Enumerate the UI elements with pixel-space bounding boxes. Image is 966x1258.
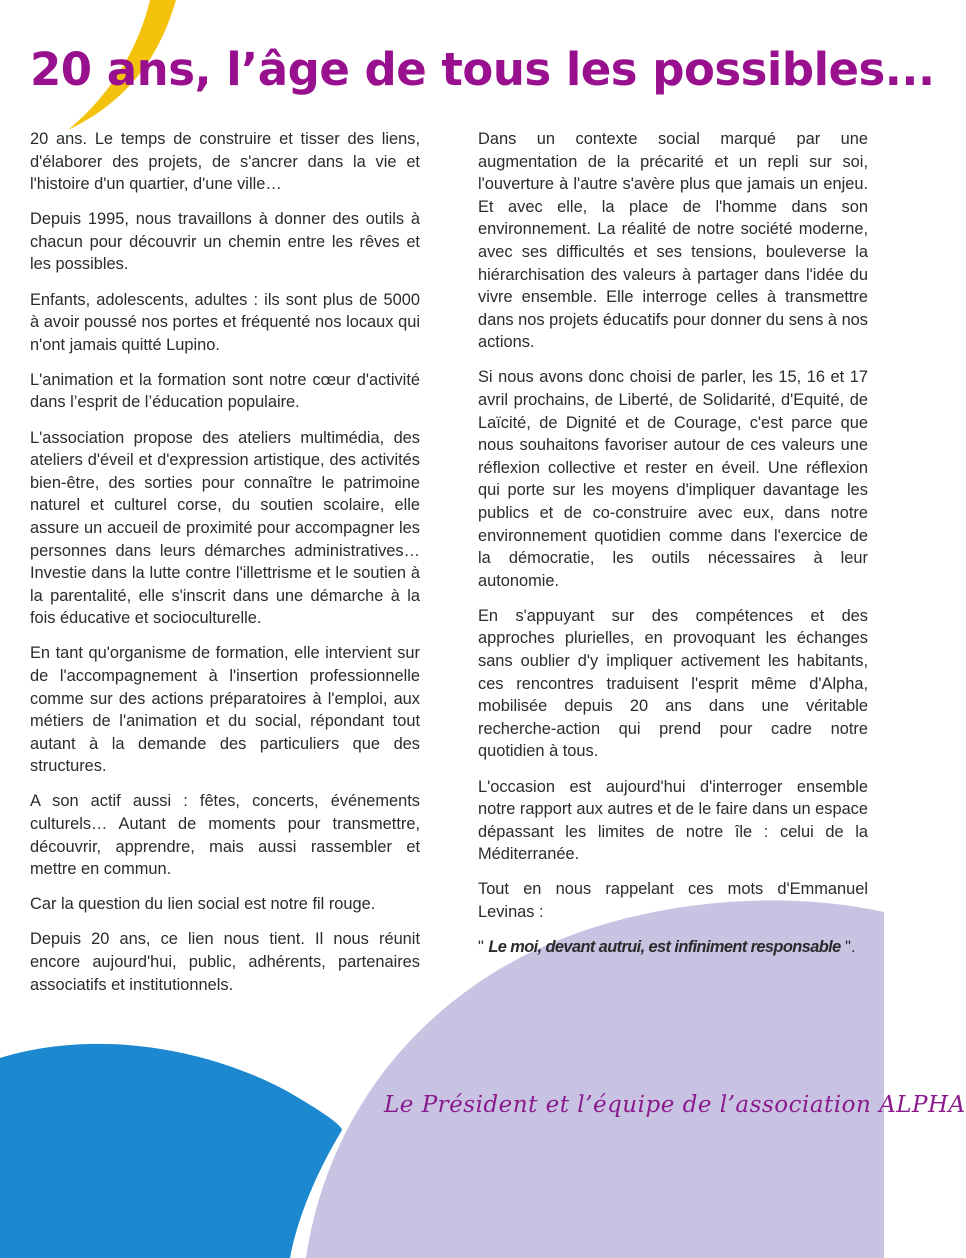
paragraph: En s'appuyant sur des compétences et des approches plurielles, en provoquant les échanges sans oublier d'y impliquer activement les habitants, ces rencontres traduisent l'esprit même d'Alpha, mobilisée depuis 20 ans dans une véritable recherche-action qui prend pour cadre notre quotidien à tous. [478,606,868,761]
blue-circle-shape [0,1044,342,1258]
paragraph: En tant qu'organisme de formation, elle intervient sur de l'accompagnement à l'insertion professionnelle comme sur des actions préparatoires à l'emploi, aux métiers de l'animation et du social, répondant tout autant à la demande des particuliers que des structures. [30,644,420,776]
quote-open-mark: " [478,938,489,957]
paragraph: Si nous avons donc choisi de parler, les 15, 16 et 17 avril prochains, de Liberté, de Solidarité, d'Equité, de Laïcité, de Dignité et de Courage, c'est parce que nous souhaitons favoriser autour de ces valeurs une réflexion collective et rester en éveil. Une réflexion qui porte sur les moyens d'impliquer davantage les publics et de co-construire avec eux, dans notre environnement quotidien comme dans l'exercice de la démocratie, les outils nécessaires à leur autonomie. [478,368,868,590]
paragraph: Depuis 20 ans, ce lien nous tient. Il nous réunit encore aujourd'hui, public, adhérents, partenaires associatifs et institutionnels. [30,930,420,994]
paragraph: Enfants, adolescents, adultes : ils sont plus de 5000 à avoir poussé nos portes et fréquenté nos locaux qui n'ont jamais quitté Lupino. [30,290,420,354]
paragraph: Tout en nous rappelant ces mots d'Emmanuel Levinas : [478,880,868,921]
paragraph: Depuis 1995, nous travaillons à donner des outils à chacun pour découvrir un chemin entre les rêves et les possibles. [30,210,420,274]
page-title: 20 ans, l’âge de tous les possibles... [30,43,935,96]
paragraph: 20 ans. Le temps de construire et tisser des liens, d'élaborer des projets, de s'ancrer dans la vie et l'histoire d'un quartier, d'une ville… [30,130,420,194]
signature: Le Président et l’équipe de l’association ALPHA [384,1092,966,1118]
paragraph: L'occasion est aujourd'hui d'interroger ensemble notre rapport aux autres et de le faire dans un espace dépassant les limites de notre île : celui de la Méditerranée. [478,777,868,864]
levinas-quote [478,936,868,959]
paragraph: L'animation et la formation sont notre cœur d'activité dans l’esprit de l’éducation populaire. [30,370,420,412]
paragraph: L'association propose des ateliers multimédia, des ateliers d'éveil et d'expression artistique, des activités bien-être, des sorties pour connaître le patrimoine naturel et culturel corse, du soutien scolaire, elle assure un accueil de proximité pour accompagner les personnes dans leurs démarches administratives… Investie dans la lutte contre l'illettrisme et le soutien à la parentalité, elle s'inscrit dans une démarche à la fois éducative et socioculturelle. [30,428,420,628]
right-column [478,128,868,971]
quote-close-mark: ". [840,938,856,957]
paragraph: Dans un contexte social marqué par une augmentation de la précarité et un repli sur soi, l'ouverture à l'autre s'avère plus que jamais un enjeu. Et avec elle, la place de l'homme dans son environnement. La réalité de notre société moderne, avec ses difficultés et ses tensions, bouleverse la hiérarchisation des valeurs à partager dans l'idée du vivre ensemble. Elle interroge celles à transmettre dans nos projets éducatifs pour donner du sens à nos actions. [478,130,868,352]
quote-text: Le moi, devant autrui, est infiniment responsable [488,938,841,957]
paragraph: A son actif aussi : fêtes, concerts, événements culturels… Autant de moments pour transmettre, découvrir, apprendre, mais aussi rassembler et mettre en commun. [30,792,420,879]
left-column [30,128,420,1009]
paragraph: Car la question du lien social est notre fil rouge. [30,895,376,914]
